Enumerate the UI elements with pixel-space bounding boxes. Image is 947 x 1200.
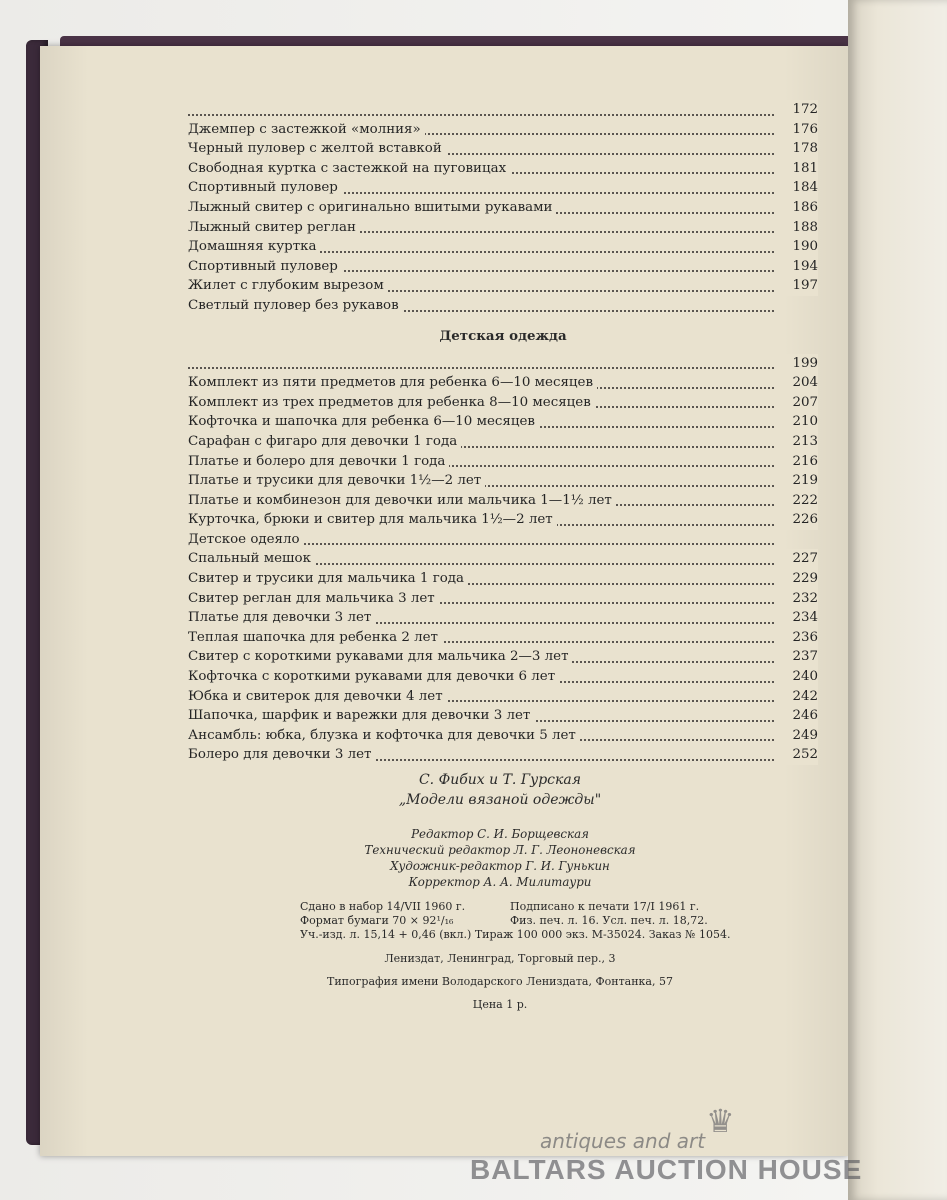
colophon <box>300 770 731 1013</box>
entry-title: Детское одеяло <box>188 530 304 550</box>
page-number: 197 <box>786 276 818 296</box>
entry-title: Свободная куртка с застежкой на пуговицах <box>188 159 510 179</box>
toc-row <box>188 569 818 589</box>
page-number: 234 <box>786 608 818 628</box>
section-heading: Детская одежда <box>439 327 567 344</box>
toc-row <box>188 354 818 374</box>
entry-title: Курточка, брюки и свитер для мальчика 1½—2 лет <box>188 510 557 530</box>
toc-row <box>188 549 818 569</box>
adult-items <box>188 120 818 316</box>
toc-row <box>188 373 818 393</box>
toc-row <box>188 491 818 511</box>
entry-title: Платье для девочки 3 лет <box>188 608 375 628</box>
page-number: 246 <box>786 706 818 726</box>
watermark-brand: BALTARS AUCTION HOUSE <box>470 1154 863 1185</box>
facing-page-edge <box>848 0 947 1200</box>
toc-row <box>188 687 818 707</box>
page-number: 219 <box>786 471 818 491</box>
page-number: 194 <box>786 257 818 277</box>
page-number: 227 <box>786 549 818 569</box>
price: Цена 1 р. <box>472 998 528 1011</box>
page-number: 204 <box>786 373 818 393</box>
print-line: Формат бумаги 70 × 92¹/₁₆ <box>300 914 454 927</box>
toc-row <box>188 139 818 159</box>
staff-line: Художник-редактор Г. И. Гунькин <box>390 859 610 873</box>
toc-row <box>188 530 818 550</box>
entry-title: Сарафан с фигаро для девочки 1 года <box>188 432 461 452</box>
authors: С. Фибих и Т. Гурская <box>418 772 582 788</box>
toc-row <box>188 218 818 238</box>
toc-row <box>188 296 818 316</box>
toc-row <box>188 608 818 628</box>
entry-title: Платье и комбинезон для девочки или мальчика 1—1½ лет <box>188 491 616 511</box>
entry-title: Светлый пуловер без рукавов <box>188 296 403 316</box>
entry-title: Платье и трусики для девочки 1½—2 лет <box>188 471 485 491</box>
print-line: Подписано к печати 17/I 1961 г. <box>510 900 700 913</box>
entry-title: Свитер реглан для мальчика 3 лет <box>188 589 439 609</box>
page-number: 181 <box>786 159 818 179</box>
toc-row <box>188 589 818 609</box>
toc-row <box>188 432 818 452</box>
entry-title: Теплая шапочка для ребенка 2 лет <box>188 628 442 648</box>
toc-row <box>188 412 818 432</box>
page-number: 188 <box>786 218 818 238</box>
entry-title: Джемпер с застежкой «молния» <box>188 120 425 140</box>
page-number: 242 <box>786 687 818 707</box>
toc-row <box>188 452 818 472</box>
entry-title: Черный пуловер с желтой вставкой <box>188 139 446 159</box>
entry-title: Лыжный свитер с оригинально вшитыми рукавами <box>188 198 556 218</box>
toc-row <box>188 726 818 746</box>
page-number: 186 <box>786 198 818 218</box>
page-number: 178 <box>786 139 818 159</box>
page-number: 172 <box>786 100 818 120</box>
entry-title: Спортивный пуловер <box>188 178 342 198</box>
toc-row <box>188 510 818 530</box>
entry-title: Платье и болеро для девочки 1 года <box>188 452 449 472</box>
page-number: 237 <box>786 647 818 667</box>
entry-title: Спортивный пуловер <box>188 257 342 277</box>
toc-row <box>188 647 818 667</box>
staff-line: Редактор С. И. Борщевская <box>411 827 589 841</box>
page-number: 249 <box>786 726 818 746</box>
staff-list <box>300 826 700 890</box>
entry-title: Лыжный свитер реглан <box>188 218 360 238</box>
page-number: 240 <box>786 667 818 687</box>
page-number: 210 <box>786 412 818 432</box>
print-details <box>300 900 731 944</box>
toc-row <box>188 471 818 491</box>
printer: Типография имени Володарского Лениздата, Фонтанка, 57 <box>327 975 673 988</box>
page-number: 252 <box>786 745 818 765</box>
page-number: 226 <box>786 510 818 530</box>
toc-row <box>188 745 818 765</box>
entry-title: Юбка и свитерок для девочки 4 лет <box>188 687 447 707</box>
page-number: 232 <box>786 589 818 609</box>
page-number: 216 <box>786 452 818 472</box>
page-number: 190 <box>786 237 818 257</box>
entry-title: Ансамбль: юбка, блузка и кофточка для девочки 5 лет <box>188 726 580 746</box>
toc-row <box>188 393 818 413</box>
entry-title: Кофточка и шапочка для ребенка 6—10 месяцев <box>188 412 539 432</box>
entry-title: Жилет с глубоким вырезом <box>188 276 388 296</box>
page-number: 199 <box>786 354 818 374</box>
page-number: 213 <box>786 432 818 452</box>
entry-title: Свитер с короткими рукавами для мальчика 2—3 лет <box>188 647 572 667</box>
entry-title: Кофточка с короткими рукавами для девочки 6 лет <box>188 667 559 687</box>
entry-title: Домашняя куртка <box>188 237 320 257</box>
print-line: Физ. печ. л. 16. Усл. печ. л. 18,72. <box>510 914 708 927</box>
publisher: Лениздат, Ленинград, Торговый пер., 3 <box>384 952 616 965</box>
toc-row <box>188 178 818 198</box>
entry-title: Шапочка, шарфик и варежки для девочки 3 лет <box>188 706 534 726</box>
staff-line: Корректор А. А. Милитаури <box>408 875 592 889</box>
toc-row <box>188 706 818 726</box>
page-number: 236 <box>786 628 818 648</box>
crown-icon: ♛ <box>706 1102 735 1140</box>
page-number: 222 <box>786 491 818 511</box>
entry-title: Комплект из трех предметов для ребенка 8—10 месяцев <box>188 393 595 413</box>
toc-row <box>188 198 818 218</box>
toc-row <box>188 100 818 120</box>
print-line: Уч.-изд. л. 15,14 + 0,46 (вкл.) Тираж 100 000 экз. М-35024. Заказ № 1054. <box>300 928 731 941</box>
toc-row <box>188 237 818 257</box>
entry-title: Комплект из пяти предметов для ребенка 6—10 месяцев <box>188 373 597 393</box>
page-number: 207 <box>786 393 818 413</box>
toc-row <box>188 159 818 179</box>
page-number: 176 <box>786 120 818 140</box>
book-title: „Модели вязаной одежды" <box>398 792 602 808</box>
toc-row <box>188 257 818 277</box>
entry-title: Спальный мешок <box>188 549 315 569</box>
entry-title: Болеро для девочки 3 лет <box>188 745 375 765</box>
child-items <box>188 373 818 765</box>
print-line: Сдано в набор 14/VII 1960 г. <box>300 900 466 913</box>
toc-row <box>188 667 818 687</box>
watermark-tagline: antiques and art <box>540 1129 706 1153</box>
staff-line: Технический редактор Л. Г. Леононевская <box>364 843 636 857</box>
toc-row <box>188 628 818 648</box>
page-number: 229 <box>786 569 818 589</box>
page-number: 184 <box>786 178 818 198</box>
toc-row <box>188 276 818 296</box>
toc-row <box>188 120 818 140</box>
entry-title: Свитер и трусики для мальчика 1 года <box>188 569 468 589</box>
table-of-contents <box>188 100 818 765</box>
